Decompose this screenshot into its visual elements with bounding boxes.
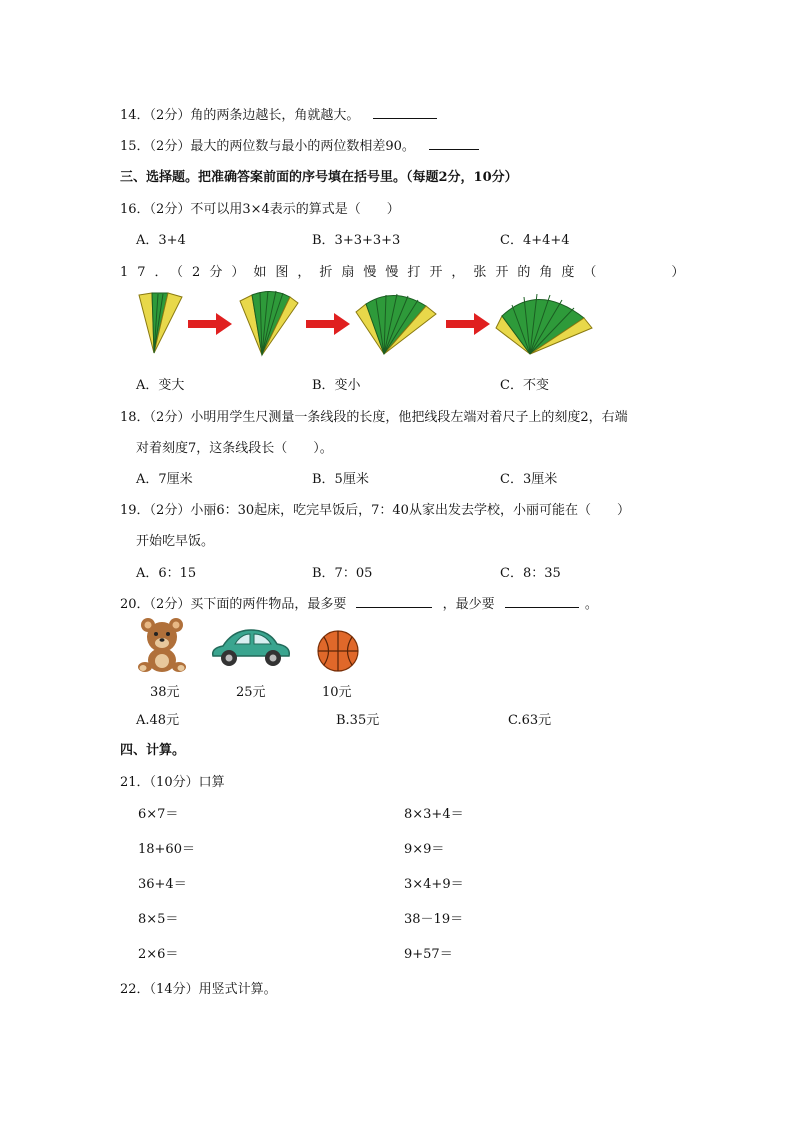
price-toy-car: 25元 <box>236 685 266 700</box>
question-14-text: 14．（2分）角的两条边越长，角就越大。 <box>120 108 360 123</box>
calc-item: 36+4＝ <box>138 877 187 892</box>
option-b[interactable]: B．变小 <box>312 378 361 393</box>
calc-item: 8×5＝ <box>138 912 179 927</box>
question-20-end: 。 <box>584 597 598 612</box>
answer-blank[interactable] <box>429 138 479 150</box>
section-3-heading: 三、选择题。把准确答案前面的序号填在括号里。（每题2分，10分） <box>120 170 518 185</box>
answer-blank[interactable] <box>373 107 437 119</box>
calc-item: 2×6＝ <box>138 947 179 962</box>
question-18-line-2: 对着刻度7，这条线段长（ ）。 <box>136 441 333 456</box>
price-teddy-bear: 38元 <box>150 685 180 700</box>
option-c[interactable]: C．3厘米 <box>500 472 558 487</box>
option-b[interactable]: B．7：05 <box>312 566 373 581</box>
question-19-line-1: 19．（2分）小丽6：30起床，吃完早饭后，7：40从家出发去学校，小丽可能在（ ） <box>120 503 630 518</box>
option-c[interactable]: C．不变 <box>500 378 549 393</box>
option-b[interactable]: B．3+3+3+3 <box>312 233 401 248</box>
answer-blank-min[interactable] <box>505 596 579 608</box>
question-19-line-2: 开始吃早饭。 <box>136 534 215 549</box>
answer-blank-max[interactable] <box>356 596 432 608</box>
option-b[interactable]: B.35元 <box>336 713 380 728</box>
calc-item: 6×7＝ <box>138 807 179 822</box>
price-basketball: 10元 <box>322 685 352 700</box>
option-a[interactable]: A．3+4 <box>136 233 186 248</box>
calc-item: 18+60＝ <box>138 842 195 857</box>
question-14 <box>120 104 437 123</box>
question-22-stem: 22．（14分）用竖式计算。 <box>120 982 277 997</box>
option-a[interactable]: A．7厘米 <box>136 472 193 487</box>
question-17-stem: 17．（2分）如图，折扇慢慢打开，张开的角度（ ） <box>120 265 694 280</box>
question-20 <box>120 593 598 612</box>
question-20-text: 20．（2分）买下面的两件物品，最多要 <box>120 597 347 612</box>
question-15-text: 15．（2分）最大的两位数与最小的两位数相差90。 <box>120 139 415 154</box>
question-21-stem: 21．（10分）口算 <box>120 775 225 790</box>
red-arrow-icon <box>188 313 232 335</box>
calc-item: 38－19＝ <box>404 912 464 927</box>
question-20-mid: ，最少要 <box>442 597 495 612</box>
red-arrow-icon <box>306 313 350 335</box>
option-a[interactable]: A．6：15 <box>136 566 197 581</box>
fan-fully-open-image <box>494 288 596 358</box>
fan-half-open-image <box>238 289 302 359</box>
section-4-heading: 四、计算。 <box>120 743 186 758</box>
option-c[interactable]: C.63元 <box>508 713 552 728</box>
option-c[interactable]: C．4+4+4 <box>500 233 570 248</box>
calc-item: 3×4+9＝ <box>404 877 464 892</box>
question-15 <box>120 135 479 154</box>
fan-closed-image <box>136 291 186 357</box>
option-a[interactable]: A.48元 <box>136 713 180 728</box>
option-a[interactable]: A．变大 <box>136 378 185 393</box>
calc-item: 8×3+4＝ <box>404 807 464 822</box>
option-b[interactable]: B．5厘米 <box>312 472 369 487</box>
red-arrow-icon <box>446 313 490 335</box>
basketball-image <box>317 630 359 672</box>
teddy-bear-image <box>136 617 188 673</box>
calc-item: 9+57＝ <box>404 947 453 962</box>
fan-more-open-image <box>354 290 440 358</box>
option-c[interactable]: C．8：35 <box>500 566 561 581</box>
question-16-stem: 16．（2分）不可以用3×4表示的算式是（ ） <box>120 202 400 217</box>
calc-item: 9×9＝ <box>404 842 445 857</box>
question-18-line-1: 18．（2分）小明用学生尺测量一条线段的长度，他把线段左端对着尺子上的刻度2，右端 <box>120 410 628 425</box>
toy-car-image <box>209 626 293 670</box>
